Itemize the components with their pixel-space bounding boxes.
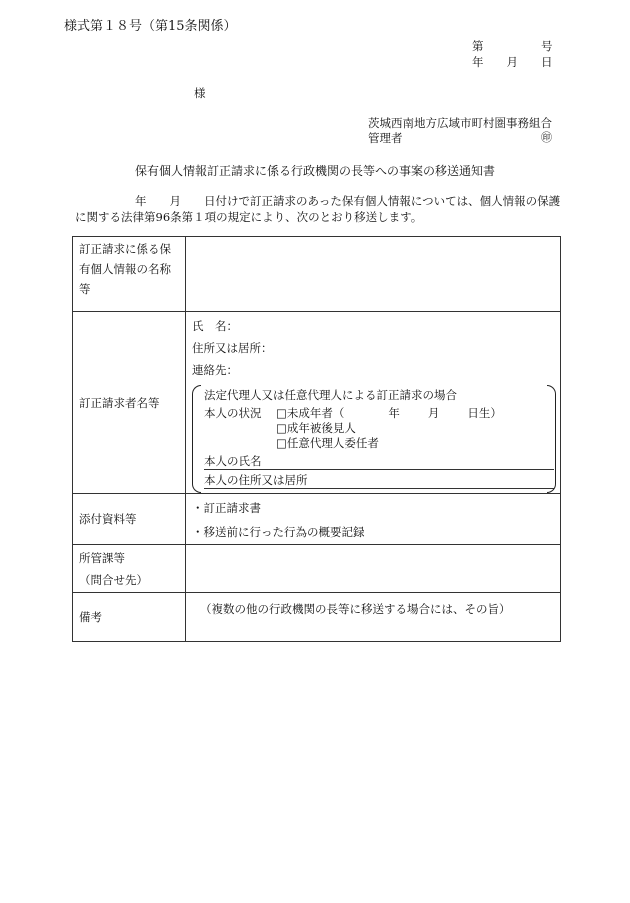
birth-day-label: 日生） (467, 406, 502, 420)
label-line: 訂正請求に係る保 (79, 242, 171, 256)
remarks-value[interactable] (186, 593, 561, 642)
form-number: 様式第１８号（第15条関係） (64, 19, 237, 34)
person-status-label: 本人の状況 (204, 406, 262, 420)
birth-month-label: 月 (427, 406, 440, 420)
issuer-organization: 茨城西南地方広域市町村圏事務組合 (368, 116, 552, 130)
notice-body-line: に関する法律第96条第１項の規定により、次のとおり移送します。 (75, 210, 423, 224)
table-row-attachments (73, 494, 561, 545)
notice-body-line: 年 月 日付けで訂正請求のあった保有個人情報については、個人情報の保護 (135, 194, 561, 208)
requester-name-field[interactable]: 氏 名： (192, 319, 238, 333)
table-row-department (73, 545, 561, 593)
requester-address-field[interactable]: 住所又は居所： (192, 341, 273, 355)
requester-label: 訂正請求者名等 (73, 312, 186, 494)
table-row-info-name (73, 237, 561, 312)
attachment-item: ・移送前に行った行為の概要記録 (192, 525, 365, 539)
attachments-list (186, 494, 561, 545)
requester-contact-field[interactable]: 連絡先： (192, 363, 238, 377)
table-row-requester (73, 312, 561, 494)
label-line: 有個人情報の名称 (79, 262, 171, 276)
seal-mark: ㊞ (541, 131, 552, 144)
representative-heading: 法定代理人又は任意代理人による訂正請求の場合 (204, 388, 457, 402)
label-line: （問合せ先） (79, 572, 148, 587)
person-name-field[interactable]: 本人の氏名 (204, 453, 554, 470)
info-name-value[interactable] (186, 237, 561, 312)
person-status-row (204, 406, 546, 451)
document-date: 年 月 日 (472, 55, 553, 69)
remarks-note: （複数の他の行政機関の長等に移送する場合には、その旨） (200, 602, 511, 616)
left-bracket (192, 385, 201, 493)
option-adult-ward[interactable]: □成年被後見人 (276, 421, 356, 435)
notice-title: 保有個人情報訂正請求に係る行政機関の長等への事案の移送通知書 (134, 164, 495, 178)
person-status-options (276, 406, 502, 451)
label-line: 等 (79, 282, 91, 296)
representative-section (192, 385, 556, 493)
transfer-form-table (72, 236, 561, 642)
requester-details (186, 312, 561, 494)
remarks-label: 備考 (73, 593, 186, 642)
right-bracket (547, 385, 556, 493)
table-row-remarks (73, 593, 561, 642)
attachments-label: 添付資料等 (73, 494, 186, 545)
label-line: 所管課等 (79, 550, 125, 565)
person-address-field[interactable]: 本人の住所又は居所 (204, 472, 554, 489)
birth-year-label: 年 (388, 406, 400, 420)
issuer-title: 管理者 (368, 131, 403, 145)
notice-body (75, 193, 570, 225)
option-minor-label: □未成年者（ (276, 406, 345, 420)
department-value[interactable] (186, 545, 561, 593)
attachment-item: ・訂正請求書 (192, 501, 261, 515)
option-minor[interactable] (276, 406, 502, 421)
option-delegator[interactable]: □任意代理人委任者 (276, 436, 379, 450)
department-label (73, 545, 186, 593)
info-name-label (73, 237, 186, 312)
addressee: 様 (194, 86, 206, 100)
document-number: 第 号 (472, 39, 553, 53)
